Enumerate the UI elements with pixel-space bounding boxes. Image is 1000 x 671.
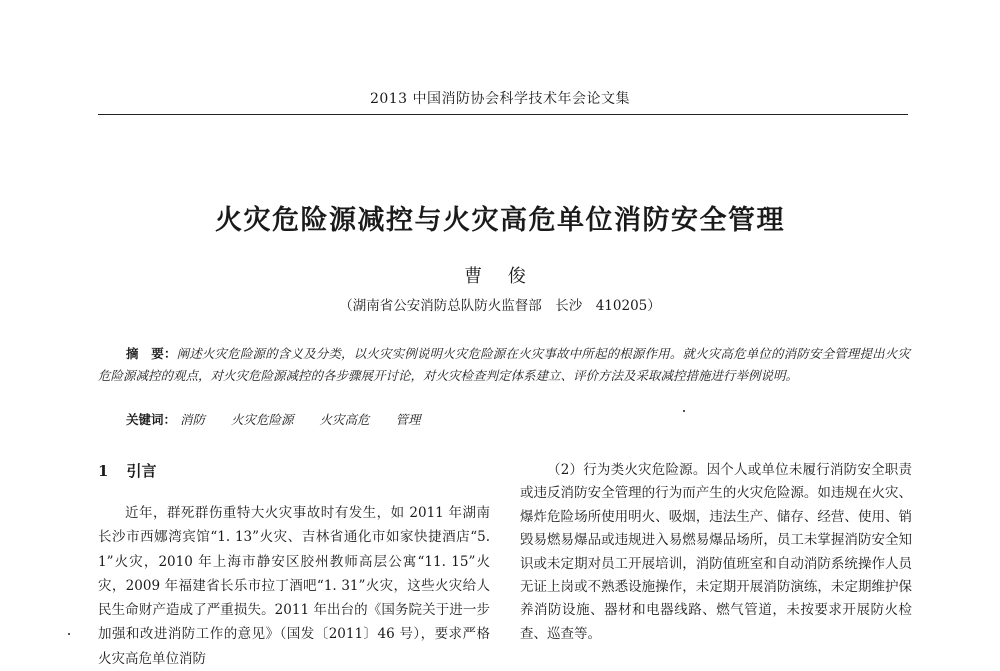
scan-speck bbox=[683, 410, 685, 412]
keyword-item: 消防 bbox=[180, 412, 206, 427]
header-rule bbox=[98, 114, 908, 115]
abstract bbox=[98, 343, 910, 387]
keywords bbox=[126, 410, 443, 428]
keyword-item: 火灾危险源 bbox=[231, 412, 294, 427]
section-title: 引言 bbox=[126, 462, 157, 480]
abstract-text: 阐述火灾危险源的含义及分类，以火灾实例说明火灾危险源在火灾事故中所起的根源作用。就火灾高危单位的消防安全管理提出火灾危险源减控的观点，对火灾危险源减控的各步骤展开讨论，对火灾检查判定体系建立、评价方法及采取减控措施进行举例说明。 bbox=[98, 346, 910, 383]
keywords-label: 关键词： bbox=[126, 412, 177, 427]
running-header: 2013 中国消防协会科学技术年会论文集 bbox=[369, 91, 631, 107]
left-column bbox=[98, 460, 490, 671]
abstract-label: 摘 要： bbox=[126, 346, 177, 361]
right-column bbox=[520, 459, 912, 646]
section-heading bbox=[98, 460, 490, 482]
paper-title: 火灾危险源减控与火灾高危单位消防安全管理 bbox=[215, 205, 785, 236]
scan-speck bbox=[68, 633, 70, 635]
section-number: 1 bbox=[98, 462, 109, 480]
author-name: 曹 俊 bbox=[464, 266, 536, 287]
behavior-hazard-paragraph: （2）行为类火灾危险源。因个人或单位未履行消防安全职责或违反消防安全管理的行为而产生的火灾危险源。如违规在火灾、爆炸危险场所使用明火、吸烟，违法生产、储存、经营、使用、销毁易燃易爆品或违规进入易燃易爆品场所，员工未掌握消防安全知识或未定期对员工开展培训，消防值班室和自动消防系统操作人员无证上岗或不熟悉设施操作，未定期开展消防演练，未定期维护保养消防设施、器材和电器线路、燃气管道，未按要求开展防火检查、巡查等。 bbox=[520, 462, 912, 642]
intro-paragraph: 近年，群死群伤重特大火灾事故时有发生，如 2011 年湖南长沙市西娜湾宾馆“1. 13”火灾、吉林省通化市如家快捷酒店“5. 1”火灾，2010 年上海市静安区胶州教师高层公寓“11. 15”火灾，2009 年福建省长乐市拉丁酒吧“1. 31”火灾，这些火灾给人民生命财产造成了严重损失。2011 年出台的《国务院关于进一步加强和改进消防工作的意见》（国发〔2011〕46 号），要求严格火灾高危单位消防 bbox=[98, 505, 490, 667]
keyword-item: 管理 bbox=[395, 412, 421, 427]
keyword-item: 火灾高危 bbox=[319, 412, 370, 427]
author-affiliation: （湖南省公安消防总队防火监督部 长沙 410205） bbox=[339, 298, 661, 314]
